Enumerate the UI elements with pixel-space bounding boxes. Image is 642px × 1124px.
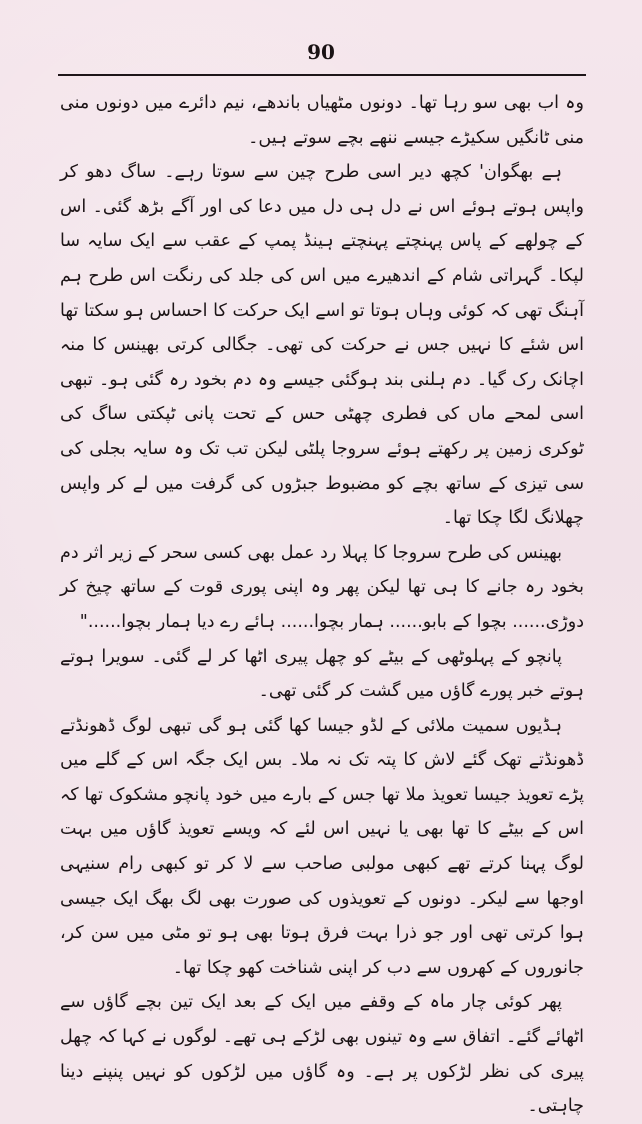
paragraph-5: ہڈیوں سمیت ملائی کے لڈو جیسا کھا گئی ہو گی تبھی لوگ ڈھونڈتے ڈھونڈتے تھک گئے لاش کا پتہ تک نہ ملا۔ بس ایک جگہ اس کے گلے میں پڑے تعویذ جیسا تعویذ ملا تھا جس کے بارے میں خود پانچو مشکوک تھا کہ اس کے بیٹے کا تھا بھی یا نہیں اس لئے کہ ویسے تعویذ گاؤں میں بہت لوگ پہنا کرتے تھے کبھی مولبی صاحب سے لا کر تو کبھی رام سنیہی اوجھا سے لیکر۔ دونوں کے تعویذوں کی صورت بھی لگ بھگ ایک جیسی ہوا کرتی تھی اور جو ذرا بہت فرق ہوتا بھی ہو تو مٹی میں سن کر، جانوروں کے کھروں سے دب کر اپنی شناخت کھو چکا تھا۔	[60, 715, 584, 978]
body-text	[60, 86, 584, 1124]
paragraph-3: بھینس کی طرح سروجا کا پہلا رد عمل بھی کسی سحر کے زیر اثر دم بخود رہ جانے کا ہی تھا لیکن پھر وہ اپنی پوری قوت کے ساتھ چیخ کر دوڑی...... بچوا کے بابو...... ہمار بچوا...... ہائے رے دیا ہمار بچوا......"	[60, 542, 584, 632]
paragraph-2: ہے بھگوان' کچھ دیر اسی طرح چین سے سوتا رہے۔ ساگ دھو کر واپس ہوتے ہوئے اس نے دل ہی دل میں دعا کی اور آگے بڑھ گئی۔ اس کے چولھے کے پاس پہنچتے پہنچتے ہینڈ پمپ کے عقب سے ایک سایہ سا لپکا۔ گہراتی شام کے اندھیرے میں اس کی جلد کی رنگت اس طرح ہم آہنگ تھی کہ کوئی وہاں ہوتا تو اسے ایک حرکت کا احساس ہو سکتا تھا اس شئے کا نہیں جس نے حرکت کی تھی۔ جگالی کرتی بھینس کا منہ اچانک رک گیا۔ دم ہلنی بند ہوگئی جیسے وہ دم بخود رہ گئی ہو۔ تبھی اسی لمحے ماں کی فطری چھٹی حس کے تحت پانی ٹپکتی ساگ کی ٹوکری زمین پر رکھتے ہوئے سروجا پلٹی لیکن تب تک وہ سایہ بجلی کی سی تیزی کے ساتھ بچے کو مضبوط جبڑوں کی گرفت میں لے کر واپس چھلانگ لگا چکا تھا۔	[60, 162, 584, 529]
paragraph-1: وہ اب بھی سو رہا تھا۔ دونوں مٹھیاں باندھے، نیم دائرے میں دونوں منی منی ٹانگیں سکیڑے جیسے ننھے بچے سوتے ہیں۔	[60, 93, 584, 148]
header-rule	[58, 74, 586, 76]
paragraph-6: پھر کوئی چار ماہ کے وقفے میں ایک کے بعد ایک تین بچے گاؤں سے اٹھائے گئے۔ اتفاق سے وہ تینوں بھی لڑکے ہی تھے۔ لوگوں نے کہا کہ چھل پیری کی نظر لڑکوں پر ہے۔ وہ گاؤں میں لڑکوں کو نہیں پنپنے دینا چاہتی۔	[60, 992, 584, 1117]
paragraph-4: پانچو کے پہلوٹھی کے بیٹے کو چھل پیری اٹھا کر لے گئی۔ سویرا ہوتے ہوتے خبر پورے گاؤں میں گشت کر گئی تھی۔	[60, 646, 584, 702]
page-number: 90	[307, 40, 335, 64]
